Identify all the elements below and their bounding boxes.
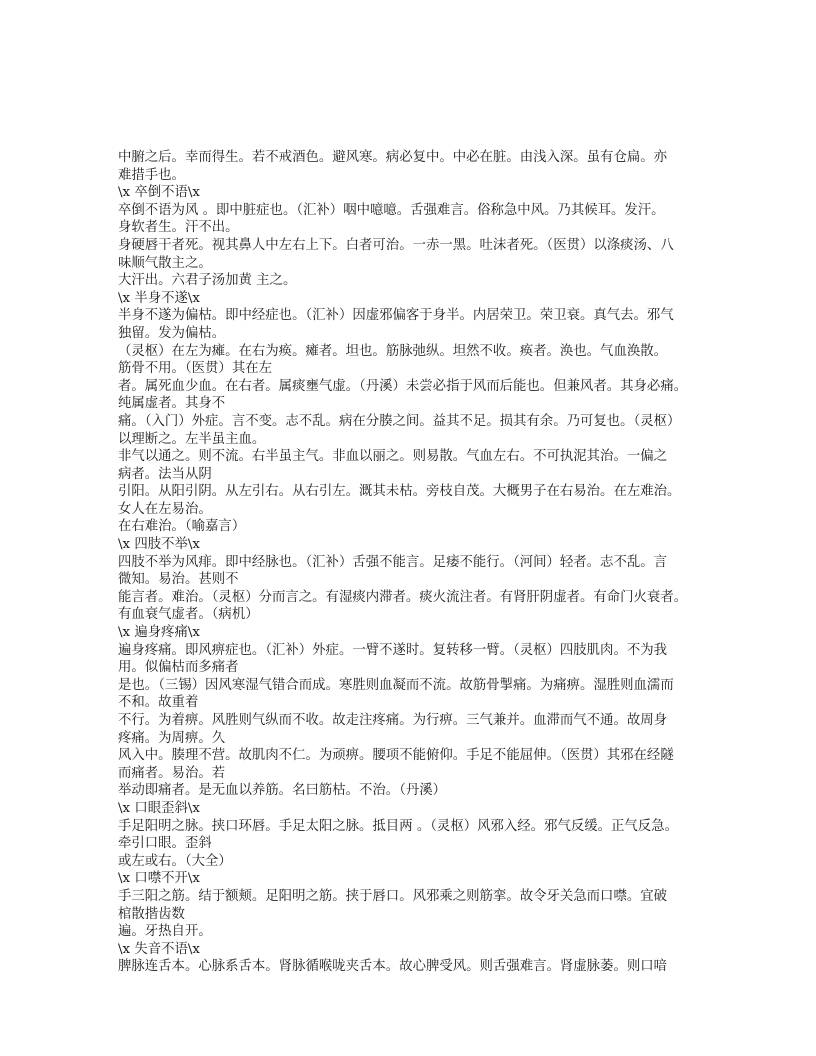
text-line: 脾脉连舌本。心脉系舌本。肾脉循喉咙夹舌本。故心脾受风。则舌强难言。肾虚脉萎。则口喑 — [118, 959, 668, 975]
text-line: 女人在左易治。 — [118, 501, 212, 517]
text-line: 独留。发为偏枯。 — [118, 325, 226, 341]
text-line: 牵引口眼。歪斜 — [118, 836, 212, 852]
section-heading: \x 遍身疼痛\x — [118, 625, 200, 641]
text-line: 遍身疼痛。即风痹症也。（汇补）外症。一臂不遂时。复转移一臂。（灵枢）四肢肌肉。不为我 — [118, 642, 668, 658]
text-line: 身硬唇干者死。视其鼻人中左右上下。白者可治。一赤一黑。吐沫者死。（医贯）以涤痰汤、八 — [118, 237, 674, 253]
text-line: （灵枢）在左为瘫。在右为痪。瘫者。坦也。筋脉弛纵。坦然不收。痪者。涣也。气血涣散。 — [118, 343, 668, 359]
section-heading: \x 口眼歪斜\x — [118, 800, 200, 816]
text-line: 用。似偏枯而多痛者 — [118, 660, 239, 676]
text-line: 非气以通之。则不流。右半虽主气。非血以丽之。则易散。气血左右。不可执泥其治。一偏之 — [118, 449, 668, 465]
text-line: 不和。故重着 — [118, 695, 199, 711]
section-heading: \x 口噤不开\x — [118, 871, 200, 887]
text-line: 病者。法当从阴 — [118, 466, 212, 482]
text-line: 引阳。从阳引阴。从左引右。从右引左。溉其未枯。旁枝自茂。大概男子在右易治。在左难治。 — [118, 484, 681, 500]
text-line: 以理断之。左半虽主血。 — [118, 431, 266, 447]
section-heading: \x 失音不语\x — [118, 941, 200, 957]
document-page — [118, 149, 718, 976]
text-line: 味顺气散主之。 — [118, 255, 212, 271]
text-line: 身软者生。汗不出。 — [118, 220, 239, 236]
section-heading: \x 半身不遂\x — [118, 290, 200, 306]
text-line: 而痛者。易治。若 — [118, 765, 226, 781]
text-line: 手三阳之筋。结于额颊。足阳明之筋。挟于唇口。风邪乘之则筋挛。故令牙关急而口噤。宜破 — [118, 888, 668, 904]
text-line: 有血衰气虚者。（病机） — [118, 607, 259, 623]
text-line: 筋骨不用。（医贯）其在左 — [118, 361, 272, 377]
text-line: 遍。牙热自开。 — [118, 924, 212, 940]
text-line: 微知。易治。甚则不 — [118, 572, 239, 588]
text-line: 能言者。难治。（灵枢）分而言之。有湿痰内滞者。痰火流注者。有肾肝阴虚者。有命门火衰者。 — [118, 589, 688, 605]
text-line: 疼痛。为周痹。久 — [118, 730, 226, 746]
text-line: 者。属死血少血。在右者。属痰壅气虚。（丹溪）未尝必指于风而后能也。但兼风者。其身必痛。 — [118, 378, 688, 394]
text-line: 手足阳明之脉。挟口环唇。手足太阳之脉。抵目两 。（灵枢）风邪入经。邪气反缓。正气反急。 — [118, 818, 678, 834]
section-heading: \x 四肢不举\x — [118, 537, 200, 553]
text-line: 或左或右。（大全） — [118, 853, 232, 869]
text-line: 是也。（三锡）因风寒湿气错合而成。寒胜则血凝而不流。故筋骨掣痛。为痛痹。湿胜则血濡而 — [118, 677, 674, 693]
text-line: 棺散揩齿数 — [118, 906, 185, 922]
text-line: 举动即痛者。是无血以养筋。名曰筋枯。不治。（丹溪） — [118, 783, 447, 799]
text-line: 不行。为着痹。风胜则气纵而不收。故走注疼痛。为行痹。三气兼并。血滞而气不通。故周身 — [118, 713, 668, 728]
text-line: 难措手也。 — [118, 167, 185, 183]
section-heading: \x 卒倒不语\x — [118, 185, 200, 201]
text-line: 大汗出。六君子汤加黄 主之。 — [118, 273, 297, 289]
text-line: 半身不遂为偏枯。即中经症也。（汇补）因虚邪偏客于身半。内居荣卫。荣卫衰。真气去。邪气 — [118, 308, 674, 324]
text-line: 四肢不举为风痱。即中经脉也。（汇补）舌强不能言。足痿不能行。（河间）轻者。志不乱。言 — [118, 554, 668, 570]
text-line: 中腑之后。幸而得生。若不戒酒色。避风寒。病必复中。中必在脏。由浅入深。虽有仓扁。亦 — [118, 150, 668, 165]
text-line: 卒倒不语为风 。即中脏症也。（汇补）咽中噫噫。舌强难言。俗称急中风。乃其候耳。发汗。 — [118, 202, 665, 218]
text-line: 风入中。腠理不营。故肌肉不仁。为顽痹。腰项不能俯仰。手足不能屈伸。（医贯）其邪在经隧 — [118, 748, 674, 764]
text-line: 纯属虚者。其身不 — [118, 396, 226, 412]
text-line: 在右难治。（喻嘉言） — [118, 519, 246, 535]
text-line: 痛。（入门）外症。言不变。志不乱。病在分腠之间。益其不足。损其有余。乃可复也。（灵枢） — [118, 413, 681, 429]
